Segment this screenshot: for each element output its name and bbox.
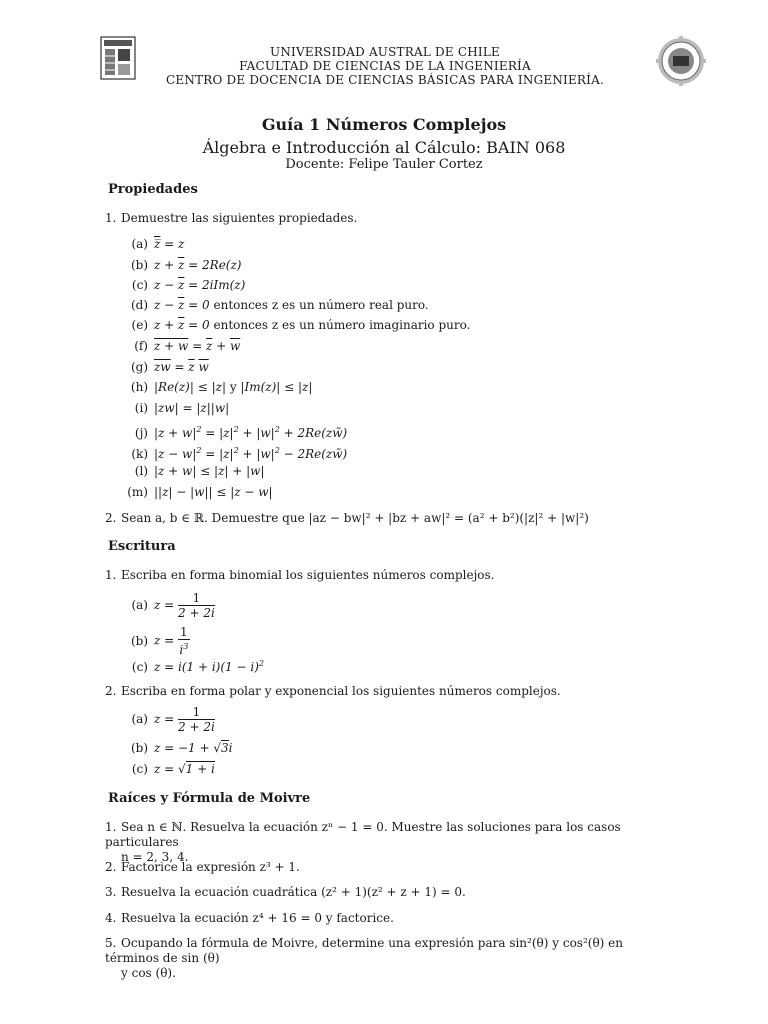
prop-question-1 <box>105 211 680 226</box>
section-escritura: Escritura <box>108 539 176 554</box>
prop-item-a: (a) z̅ = z <box>120 237 184 252</box>
item-label: (b) <box>130 741 148 755</box>
rai-question-2 <box>105 860 680 875</box>
prop-item-c: (c) $z - \overline{z} = 2iIm(z)$ <box>120 278 245 293</box>
document-titles <box>0 115 768 172</box>
item-label: (e) <box>131 318 148 332</box>
header-faculty: FACULTAD DE CIENCIAS DE LA INGENIERÍA <box>239 59 531 73</box>
prop-item-j: (j) $|z + w|^2 = |z|^2 + |w|^2$ + 2Re(zw̃) <box>120 422 347 441</box>
section-raices: Raíces y Fórmula de Moivre <box>108 791 311 806</box>
esc2-item-c: (c) z = √1 + i <box>120 762 215 777</box>
header-university: UNIVERSIDAD AUSTRAL DE CHILE <box>270 45 500 59</box>
item-label: (i) <box>134 401 148 415</box>
item-label: (f) <box>134 339 148 353</box>
esc1-item-c: (c) $z = i(1 + i)(1 - i)^2$ <box>120 656 264 675</box>
question-text-continued: y cos (θ). <box>121 966 176 980</box>
rai-question-5 <box>105 936 680 981</box>
item-label: (l) <box>134 464 148 478</box>
faculty-gear-icon <box>656 36 706 86</box>
prop-item-e: (e) $z + \overline{z} = 0$ entonces z es un número imaginario puro. <box>120 318 470 333</box>
question-number: 1. <box>105 211 117 225</box>
question-text: Escriba en forma binomial los siguientes números complejos. <box>121 568 495 582</box>
item-label: (c) <box>131 660 148 674</box>
institution-header <box>150 45 620 87</box>
question-number: 1. <box>105 568 117 582</box>
prop-question-2 <box>105 511 680 526</box>
section-propiedades: Propiedades <box>108 182 198 197</box>
prop-item-i: (i) |zw| = |z||w| <box>120 401 229 416</box>
question-text: Factorice la expresión z³ + 1. <box>121 860 300 874</box>
question-number: 4. <box>105 911 117 925</box>
question-number: 5. <box>105 936 117 950</box>
prop-item-l: (l) |z + w| ≤ |z| + |w| <box>120 464 265 479</box>
question-text: Resuelva la ecuación z⁴ + 16 = 0 y factorice. <box>121 911 394 925</box>
item-label: (m) <box>127 485 148 499</box>
item-label: (b) <box>130 258 148 272</box>
item-label: (c) <box>131 278 148 292</box>
item-label: (c) <box>131 762 148 776</box>
prop-item-h: (h) |Re(z)| ≤ |z| y |Im(z)| ≤ |z| <box>120 380 312 395</box>
question-text-continued: n = 2, 3, 4. <box>121 850 189 864</box>
prop-item-d: (d) $z - \overline{z} = 0$ entonces z es un número real puro. <box>120 298 429 313</box>
question-text: Sean a, b ∈ ℝ. Demuestre que |az − bw|² + |bz + aw|² = (a² + b²)(|z|² + |w|²) <box>121 511 589 525</box>
item-label: (b) <box>130 633 148 648</box>
esc2-item-b: (b) z = −1 + √3i <box>120 741 233 756</box>
question-text: Escriba en forma polar y exponencial los siguientes números complejos. <box>121 684 561 698</box>
item-label: (a) <box>131 598 148 612</box>
question-text: Resuelva la ecuación cuadrática (z² + 1)(z² + z + 1) = 0. <box>121 885 466 899</box>
prop-item-k: (k) $|z - w|^2 = |z|^2 + |w|^2$ − 2Re(zw̃) <box>120 443 347 462</box>
item-label: (a) <box>131 712 148 726</box>
question-number: 2. <box>105 511 117 525</box>
rai-question-4 <box>105 911 680 926</box>
header-center: CENTRO DE DOCENCIA DE CIENCIAS BÁSICAS PARA INGENIERÍA. <box>166 73 604 87</box>
item-label: (g) <box>130 360 148 374</box>
teacher-name: Docente: Felipe Tauler Cortez <box>285 157 483 172</box>
esc-question-1 <box>105 568 680 583</box>
item-text: entonces z es un número real puro. <box>213 298 429 312</box>
esc1-item-b: (b) z = $\frac{1}{i^3}$ <box>120 625 190 657</box>
question-number: 2. <box>105 860 117 874</box>
item-text: entonces z es un número imaginario puro. <box>213 318 471 332</box>
prop-item-f: (f) $z + w = \overline{z} + \overline{w}$ <box>120 339 240 354</box>
prop-item-b: (b) $z + \overline{z} = 2Re(z)$ <box>120 258 241 273</box>
item-label: (d) <box>130 298 148 312</box>
rai-question-3 <box>105 885 680 900</box>
item-label: (h) <box>130 380 148 394</box>
esc2-item-a: (a) z = $\frac{1}{2 + 2i}$ <box>120 705 215 734</box>
esc-question-2 <box>105 684 680 699</box>
esc1-item-a: (a) z = $\frac{1}{2 + 2i}$ <box>120 591 215 620</box>
university-seal-icon <box>100 36 136 80</box>
rai-question-1 <box>105 820 680 865</box>
question-text: Ocupando la fórmula de Moivre, determine una expresión para sin²(θ) y cos²(θ) en términos de sin (θ) <box>105 936 623 965</box>
question-text: Sea n ∈ ℕ. Resuelva la ecuación zⁿ − 1 = 0. Muestre las soluciones para los casos particulares <box>105 820 621 849</box>
question-number: 3. <box>105 885 117 899</box>
prop-item-g: (g) $\overline{zw} = \overline{z}$ $\overline{w}$ <box>120 360 209 375</box>
question-number: 2. <box>105 684 117 698</box>
course-title: Álgebra e Introducción al Cálculo: BAIN 068 <box>202 138 566 157</box>
item-label: (k) <box>131 447 148 461</box>
item-label: (a) <box>131 237 148 251</box>
item-label: (j) <box>134 426 148 440</box>
question-text: Demuestre las siguientes propiedades. <box>121 211 358 225</box>
prop-item-m: (m) ||z| − |w|| ≤ |z − w| <box>120 485 273 500</box>
question-number: 1. <box>105 820 117 834</box>
guide-title: Guía 1 Números Complejos <box>261 115 507 134</box>
